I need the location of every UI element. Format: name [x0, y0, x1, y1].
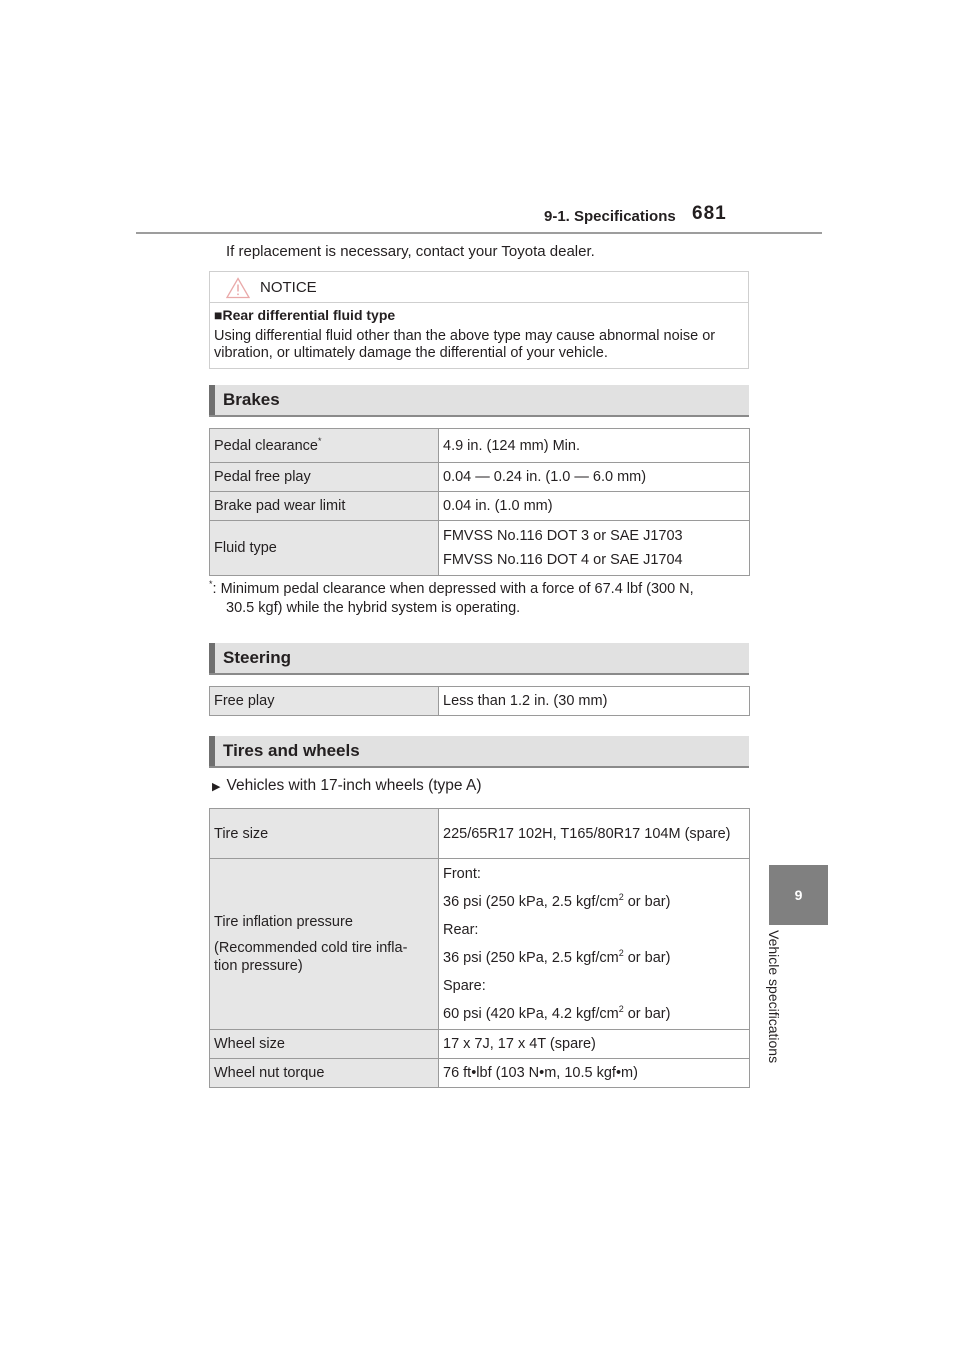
wheel-nut-torque-key: Wheel nut torque — [210, 1059, 439, 1088]
steering-value-free-play: Less than 1.2 in. (30 mm) — [439, 687, 750, 716]
table-row — [210, 687, 750, 716]
wheel-nut-torque-value: 76 ft•lbf (103 N•m, 10.5 kgf•m) — [439, 1059, 750, 1088]
notice-bullet: ■ — [214, 307, 223, 323]
pressure-spare-label: Spare: — [443, 978, 486, 994]
brake-key-pedal-clearance — [210, 429, 439, 463]
brake-value-fluid-type — [439, 521, 750, 576]
steering-title: Steering — [223, 648, 292, 667]
front-pressure-text: 36 psi (250 kPa, 2.5 kgf/cm — [443, 894, 619, 910]
table-row — [210, 1030, 750, 1059]
pressure-spare-value — [443, 1000, 745, 1028]
brake-key-fluid-type: Fluid type — [210, 521, 439, 576]
pressure-key — [210, 859, 439, 1030]
brake-value-pedal-clearance: 4.9 in. (124 mm) Min. — [439, 429, 750, 463]
notice-body: Using differential fluid other than the above type may cause abnormal noise or vibration, or ultimately damage the differential of your vehicle. — [214, 328, 716, 361]
pressure-key-line-2: (Recommended cold tire infla- tion pressure) — [214, 940, 408, 974]
tires-heading — [209, 736, 749, 768]
pedal-clearance-label: Pedal clearance — [214, 437, 318, 454]
pressure-rear-label: Rear: — [443, 922, 479, 938]
pressure-key-line-1: Tire inflation pressure — [214, 914, 353, 930]
tires-table — [209, 808, 750, 1088]
table-row — [210, 1059, 750, 1088]
table-row — [210, 859, 750, 1030]
notice-title — [214, 307, 395, 323]
tires-title: Tires and wheels — [223, 741, 360, 760]
tire-size-key: Tire size — [210, 809, 439, 859]
variant-text: Vehicles with 17-inch wheels (type A) — [226, 777, 482, 794]
triangle-bullet-icon: ▶ — [212, 781, 221, 793]
footnote-line-2: 30.5 kgf) while the hybrid system is operating. — [226, 600, 521, 616]
brakes-table — [209, 428, 750, 576]
page-number: 681 — [692, 203, 727, 224]
footnote-marker: * — [209, 579, 213, 590]
table-row — [210, 521, 750, 576]
heading-accent-bar — [209, 643, 215, 673]
fluid-type-option-2: FMVSS No.116 DOT 4 or SAE J1704 — [443, 552, 683, 568]
notice-label: NOTICE — [260, 279, 317, 296]
table-row — [210, 809, 750, 859]
brake-value-pad-wear: 0.04 in. (1.0 mm) — [439, 492, 750, 521]
warning-triangle-icon — [226, 277, 250, 299]
brakes-footnote — [209, 580, 754, 618]
unit-superscript: 2 — [618, 948, 624, 959]
footnote-text-1: : Minimum pedal clearance when depressed with a force of 67.4 lbf (300 N, — [212, 581, 694, 597]
fluid-type-option-1: FMVSS No.116 DOT 3 or SAE J1703 — [443, 528, 683, 544]
notice-box — [209, 271, 749, 369]
pressure-front-label: Front: — [443, 866, 481, 882]
table-row — [210, 492, 750, 521]
steering-heading — [209, 643, 749, 675]
section-title: 9-1. Specifications — [544, 208, 676, 225]
unit-tail: or bar) — [623, 1006, 671, 1022]
steering-key-free-play: Free play — [210, 687, 439, 716]
unit-tail: or bar) — [623, 894, 671, 910]
wheel-size-key: Wheel size — [210, 1030, 439, 1059]
tire-size-value: 225/65R17 102H, T165/80R17 104M (spare) — [439, 809, 750, 859]
pressure-value — [439, 859, 750, 1030]
spare-pressure-text: 60 psi (420 kPa, 4.2 kgf/cm — [443, 1006, 619, 1022]
brake-key-free-play: Pedal free play — [210, 463, 439, 492]
brake-value-free-play: 0.04 — 0.24 in. (1.0 — 6.0 mm) — [439, 463, 750, 492]
unit-tail: or bar) — [623, 950, 671, 966]
footnote-marker: * — [318, 435, 322, 446]
chapter-tab-title — [766, 930, 796, 1095]
header-divider — [136, 232, 822, 234]
notice-title-text: Rear differential fluid type — [222, 307, 396, 323]
wheel-size-value: 17 x 7J, 17 x 4T (spare) — [439, 1030, 750, 1059]
heading-accent-bar — [209, 736, 215, 766]
rear-pressure-text: 36 psi (250 kPa, 2.5 kgf/cm — [443, 950, 619, 966]
brakes-title: Brakes — [223, 390, 280, 409]
intro-text: If replacement is necessary, contact your Toyota dealer. — [226, 243, 595, 260]
unit-superscript: 2 — [618, 1004, 624, 1015]
steering-table — [209, 686, 750, 716]
brake-key-pad-wear: Brake pad wear limit — [210, 492, 439, 521]
chapter-title-text: Vehicle specifications — [766, 930, 782, 1064]
footnote-line-1 — [209, 581, 694, 597]
unit-superscript: 2 — [618, 892, 624, 903]
brakes-heading — [209, 385, 749, 417]
heading-accent-bar — [209, 385, 215, 415]
pressure-front-value — [443, 888, 745, 916]
pressure-rear-value — [443, 944, 745, 972]
table-row — [210, 463, 750, 492]
variant-line — [212, 777, 482, 795]
table-row — [210, 429, 750, 463]
chapter-tab: 9 — [769, 865, 828, 925]
notice-header — [210, 272, 748, 303]
